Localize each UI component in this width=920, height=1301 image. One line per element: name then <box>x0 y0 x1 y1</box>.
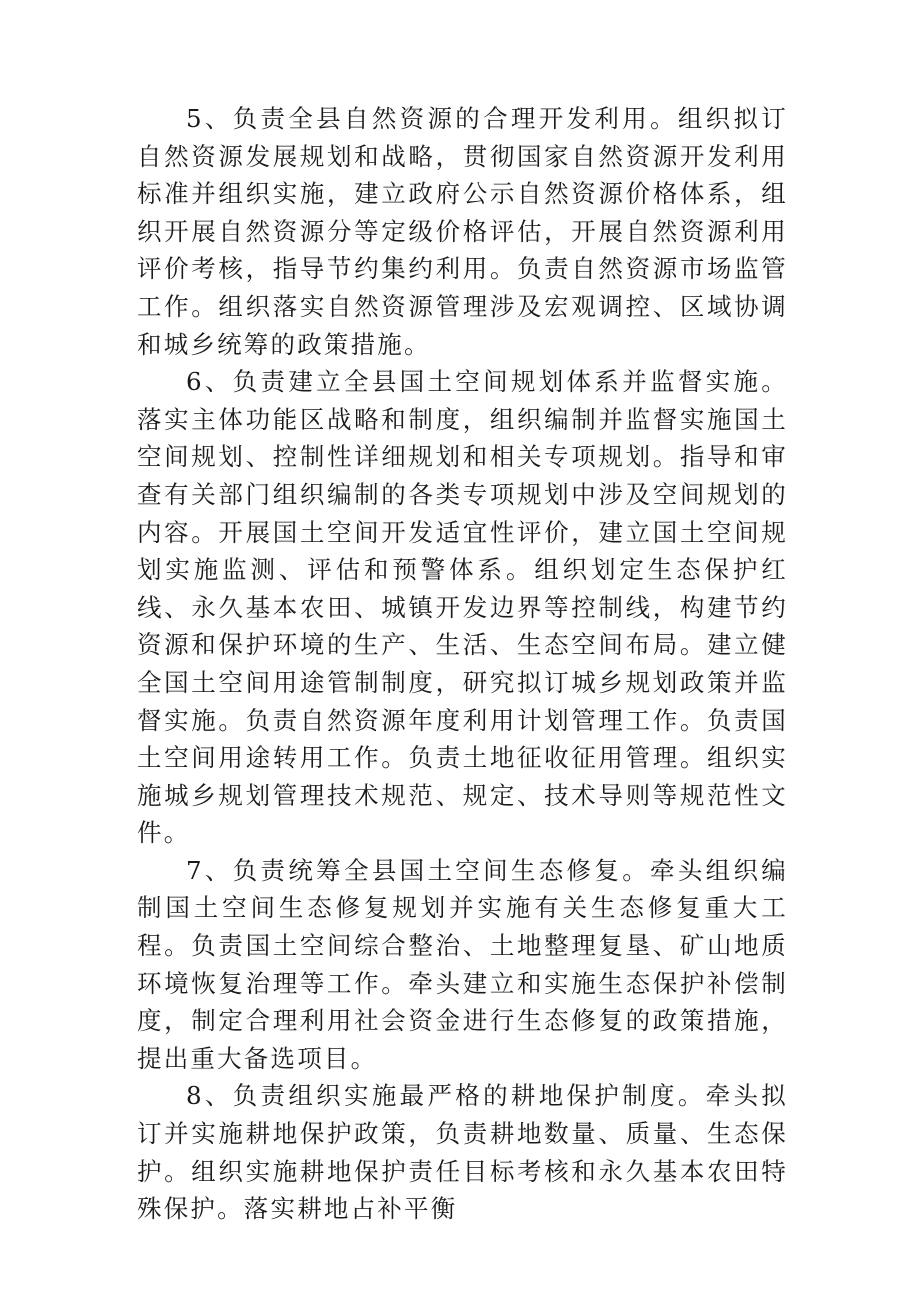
paragraph-item-6: 6、负责建立全县国土空间规划体系并监督实施。落实主体功能区战略和制度，组织编制并监督实施国土空间规划、控制性详细规划和相关专项规划。指导和审查有关部门组织编制的各类专项规划中涉及空间规划的内容。开展国土空间开发适宜性评价，建立国土空间规划实施监测、评估和预警体系。组织划定生态保护红线、永久基本农田、城镇开发边界等控制线，构建节约资源和保护环境的生产、生活、生态空间布局。建立健全国土空间用途管制制度，研究拟订城乡规划政策并监督实施。负责自然资源年度利用计划管理工作。负责国土空间用途转用工作。负责土地征收征用管理。组织实施城乡规划管理技术规范、规定、技术导则等规范性文件。 <box>137 367 788 848</box>
paragraph-item-5: 5、负责全县自然资源的合理开发利用。组织拟订自然资源发展规划和战略，贯彻国家自然资源开发利用标准并组织实施，建立政府公示自然资源价格体系，组织开展自然资源分等定级价格评估，开展自然资源利用评价考核，指导节约集约利用。负责自然资源市场监管工作。组织落实自然资源管理涉及宏观调控、区域协调和城乡统筹的政策措施。 <box>137 104 788 359</box>
paragraph-item-8: 8、负责组织实施最严格的耕地保护制度。牵头拟订并实施耕地保护政策，负责耕地数量、质量、生态保护。组织实施耕地保护责任目标考核和永久基本农田特殊保护。落实耕地占补平衡 <box>137 1081 788 1224</box>
paragraph-item-7: 7、负责统筹全县国土空间生态修复。牵头组织编制国土空间生态修复规划并实施有关生态修复重大工程。负责国土空间综合整治、土地整理复垦、矿山地质环境恢复治理等工作。牵头建立和实施生态保护补偿制度，制定合理利用社会资金进行生态修复的政策措施，提出重大备选项目。 <box>137 855 788 1073</box>
